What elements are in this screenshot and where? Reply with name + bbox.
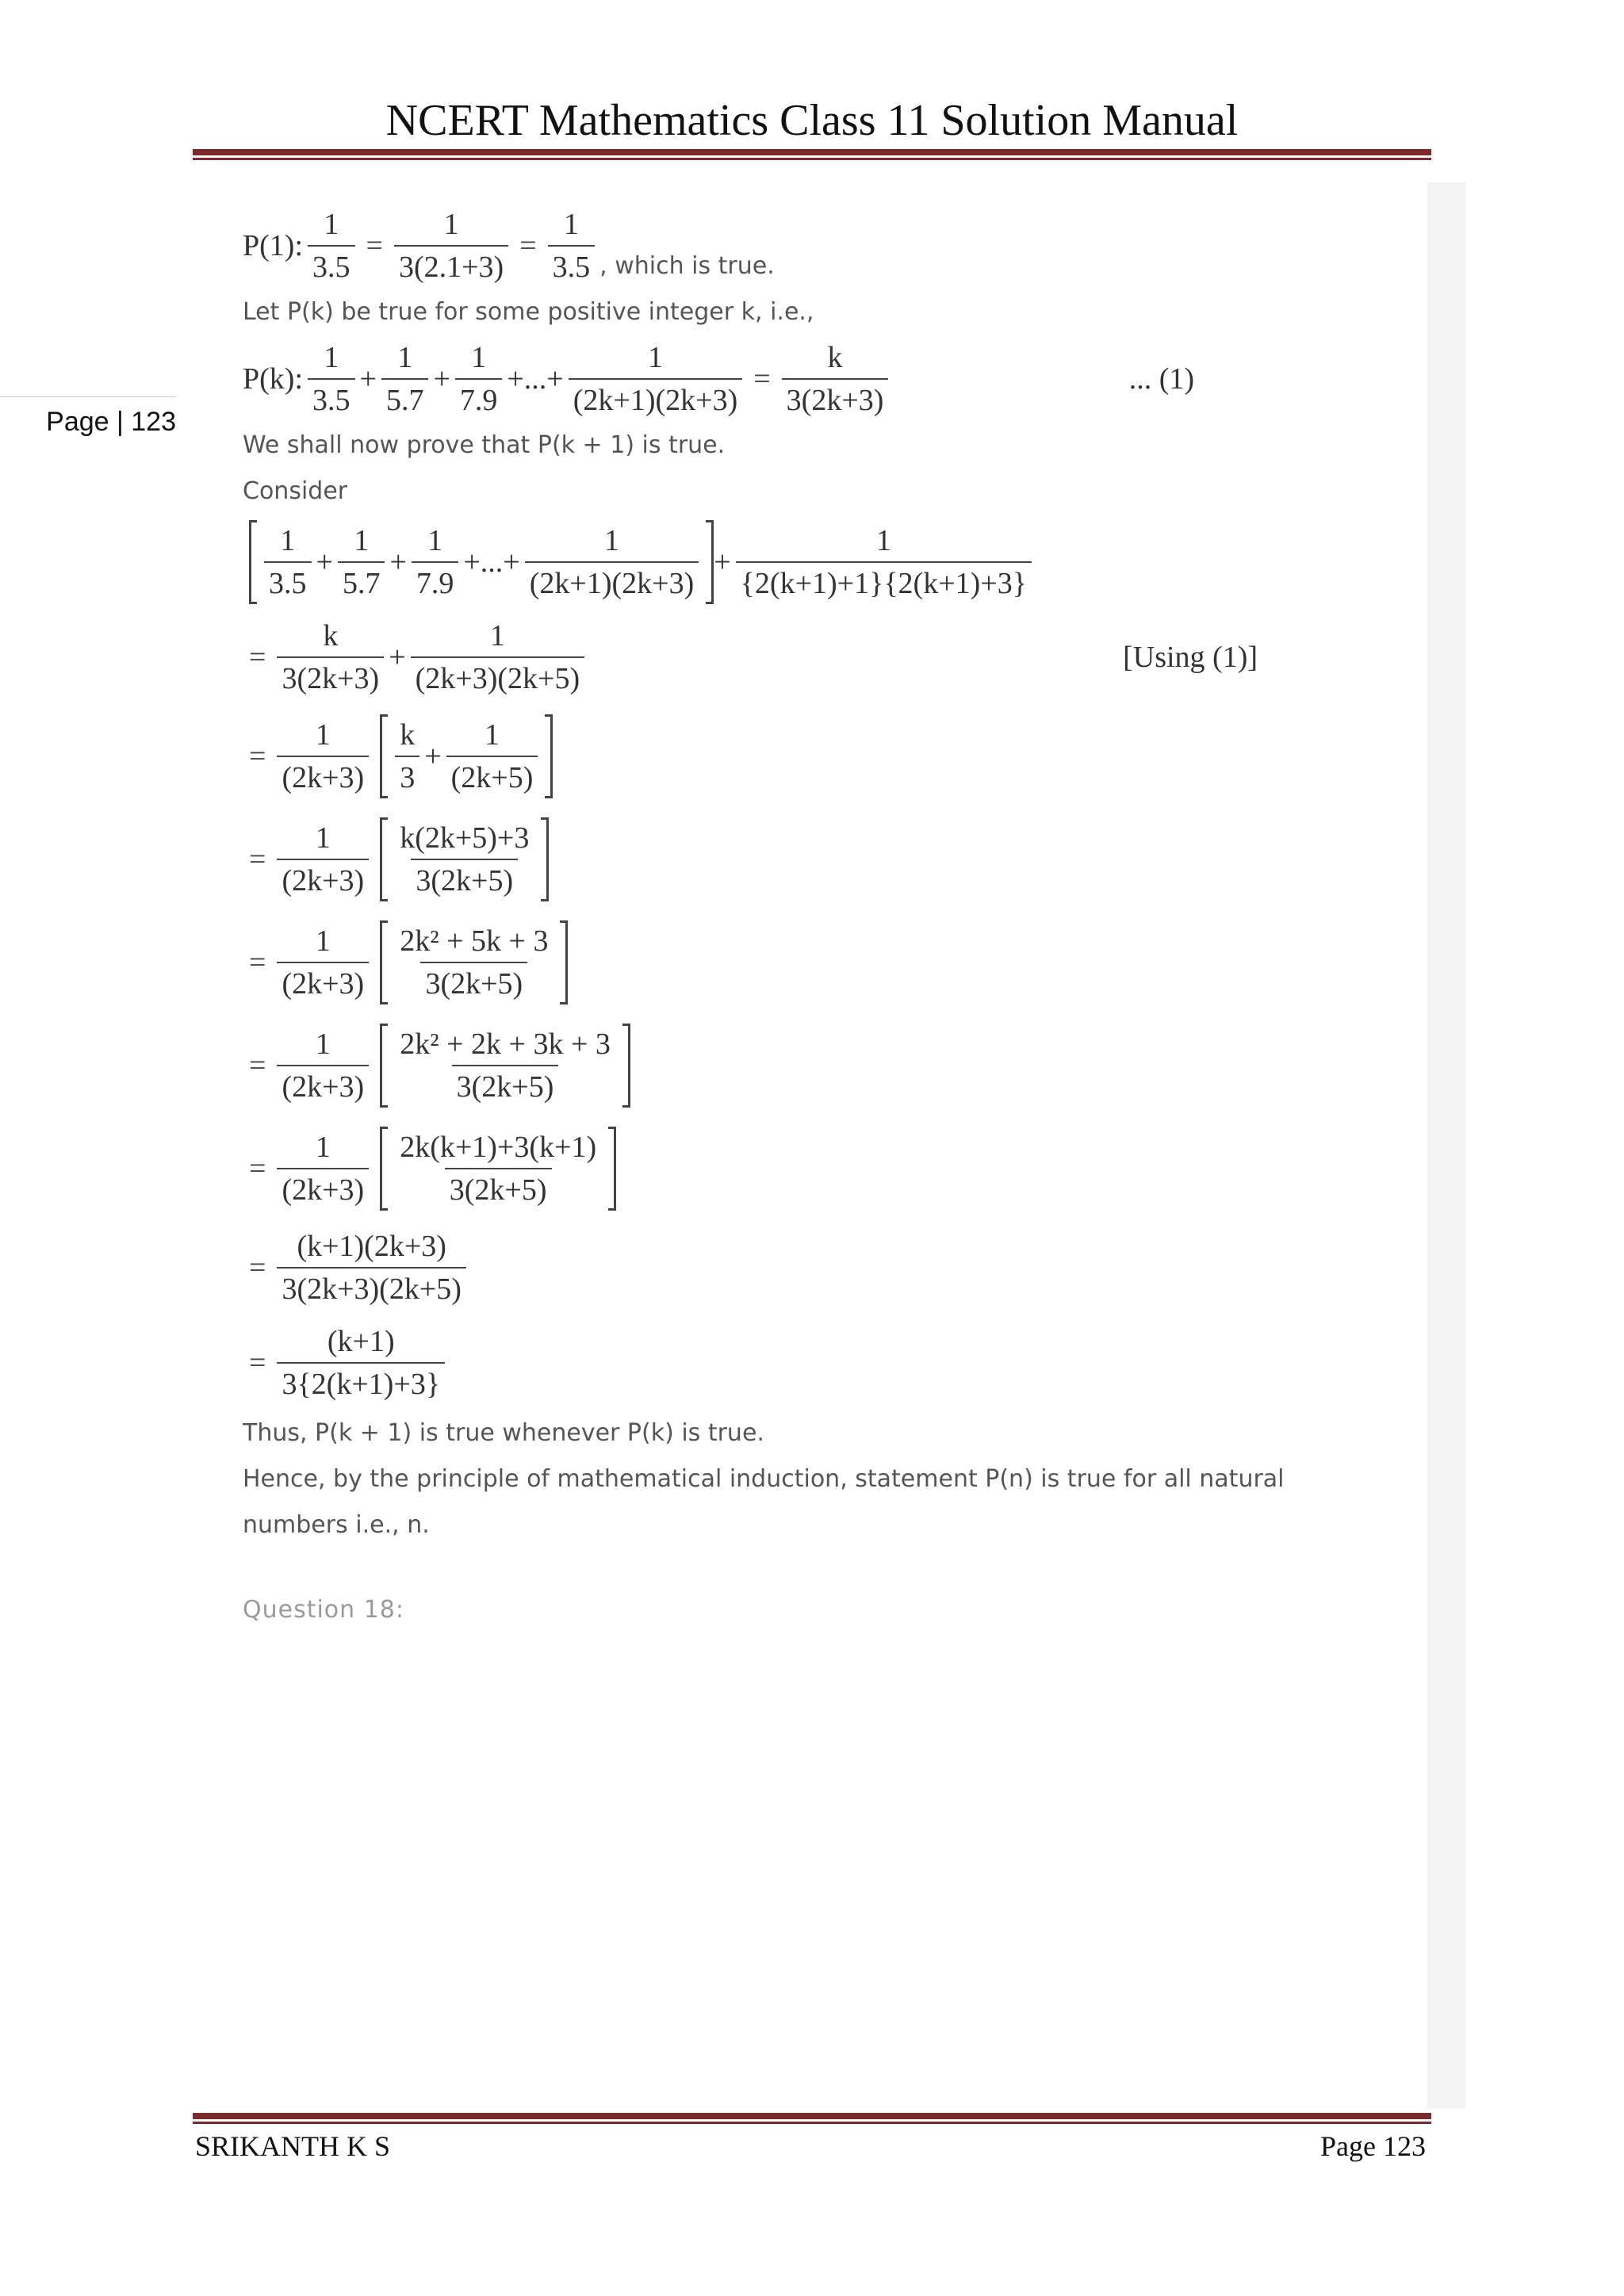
step-4: = $\frac{1}{(2k+3)}$ $\frac{\text{2k² + 5k + 3}}{3(2k+5)}$	[243, 911, 1416, 1014]
fraction: $\frac{1}{3.5}$	[548, 207, 596, 285]
fraction: $\frac{1}{(2k+1)(2k+3)}$	[569, 340, 742, 418]
step-2: = $\frac{1}{(2k+3)}$ $\frac{k}{3}$ + $\frac{1}{(2k+5)}$	[243, 705, 1416, 808]
step-8: = $\frac{(k+1)}{3\{2(k+1)+3\}}$	[243, 1315, 1416, 1410]
footer-author: SRIKANTH K S	[195, 2130, 391, 2162]
bracket-group: $\frac{1}{3.5}$ + $\frac{1}{5.7}$ + $\frac{1}{7.9}$ +...+ $\frac{1}{(2k+1)(2k+3)}$	[249, 520, 714, 604]
pk-equation: P(k): $\frac{1}{3.5}$ + $\frac{1}{5.7}$ + $\frac{1}{7.9}$ +...+ $\frac{1}{(2k+1)(2k+3)}$ = $\frac{k}{3(2k+3)}$ ... (1)	[243, 341, 1194, 417]
p1-equation: P(1): $\frac{1}{3.5}$ = $\frac{1}{3(2.1+3)}$ = $\frac{1}{3.5}$ , which is true.	[243, 202, 1416, 289]
prove-line: We shall now prove that P(k + 1) is true.	[243, 431, 726, 459]
fraction: $\frac{1}{3(2.1+3)}$	[394, 207, 508, 285]
step-6: = $\frac{1}{(2k+3)}$ $\frac{2k(k+1)+3(k+1)}{3(2k+5)}$	[243, 1117, 1416, 1220]
solution-body	[243, 202, 1416, 1624]
step-3: = $\frac{1}{(2k+3)}$ $\frac{k(2k+5)+3}{3(2k+5)}$	[243, 808, 1416, 911]
p1-label: P(1):	[243, 229, 303, 262]
consider-label: Consider	[243, 477, 348, 505]
page-title: NCERT Mathematics Class 11 Solution Manual	[385, 96, 1239, 145]
consider-expression: $\frac{1}{3.5}$ + $\frac{1}{5.7}$ + $\frac{1}{7.9}$ +...+ $\frac{1}{(2k+1)(2k+3)}$ + $\frac{1}{\{2(k+1)+1\}\{2(k+1)+3\}}$	[243, 515, 1416, 610]
fraction: $\frac{k}{3(2k+3)}$	[782, 340, 889, 418]
equation-tag: ... (1)	[1128, 362, 1194, 396]
pk-label: P(k):	[243, 362, 303, 396]
p1-suffix: , which is true.	[599, 252, 775, 280]
using-tag: [Using (1)]	[1123, 641, 1258, 674]
scan-shade	[1427, 182, 1465, 2109]
footer-rule	[193, 2113, 1431, 2119]
step-5: = $\frac{1}{(2k+3)}$ $\frac{\text{2k² + 2k + 3k + 3}}{3(2k+5)}$	[243, 1014, 1416, 1117]
header-rule-thin	[193, 158, 1431, 160]
step-1: = $\frac{k}{3(2k+3)}$ + $\frac{1}{(2k+3)(2k+5)}$ [Using (1)]	[249, 619, 1258, 695]
hence-line: Hence, by the principle of mathematical induction, statement P(n) is true for all natural numbers i.e., n.	[243, 1465, 1285, 1539]
fraction: $\frac{1}{3.5}$	[308, 207, 355, 285]
footer-rule-thin	[193, 2122, 1431, 2124]
question-heading: Question 18:	[243, 1596, 404, 1624]
thus-line: Thus, P(k + 1) is true whenever P(k) is true.	[243, 1419, 764, 1447]
step-7: = $\frac{(k+1)(2k+3)}{3(2k+3)(2k+5)}$	[243, 1220, 1416, 1315]
let-line: Let P(k) be true for some positive integer k, i.e.,	[243, 298, 814, 326]
side-page-label: Page | 123	[0, 396, 176, 438]
footer-page-number: Page 123	[1320, 2130, 1426, 2162]
header-rule	[193, 149, 1431, 155]
